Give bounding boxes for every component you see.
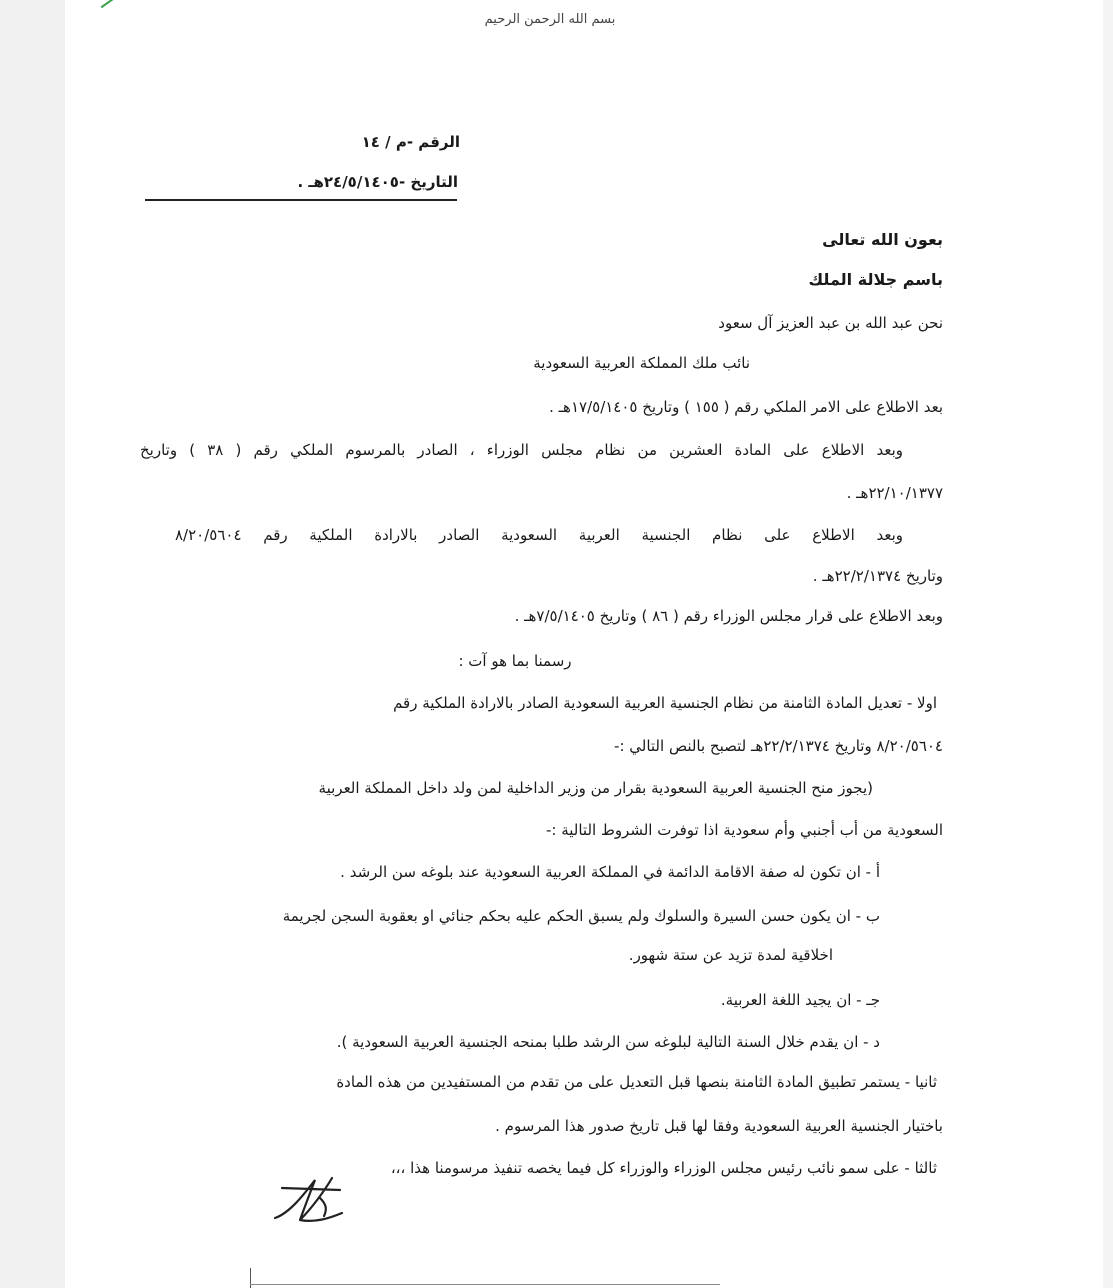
preamble-paragraph-4: وبعد الاطلاع على قرار مجلس الوزراء رقم ( ٨٦ ) وتاريخ ٧/٥/١٤٠٥هـ .	[514, 607, 943, 625]
in-name-of-king: باسم جلالة الملك	[808, 270, 943, 289]
condition-c: جـ - ان يجيد اللغة العربية.	[720, 991, 880, 1009]
preamble-paragraph-2: وبعد الاطلاع على المادة العشرين من نظام مجلس الوزراء ، الصادر بالمرسوم الملكي رقم ( ٣٨ ) وتاريخ	[140, 441, 903, 459]
bottom-rule	[250, 1284, 720, 1285]
article-second: ثانيا - يستمر تطبيق المادة الثامنة بنصها قبل التعديل على من تقدم من المستفيدين من هذه المادة	[336, 1073, 937, 1091]
condition-b-cont: اخلاقية لمدة تزيد عن ستة شهور.	[628, 946, 833, 964]
amended-text-line-2: السعودية من أب أجنبي وأم سعودية اذا توفرت الشروط التالية :-	[545, 821, 943, 839]
preamble-paragraph-3: وبعد الاطلاع على نظام الجنسية العربية السعودية الصادر بالارادة الملكية رقم ٨/٢٠/٥٦٠٤	[175, 526, 903, 544]
scan-left-margin	[0, 0, 65, 1288]
basmala: بسم الله الرحمن الرحيم	[484, 12, 616, 27]
decree-heading: رسمنا بما هو آت :	[458, 652, 572, 670]
opening-phrase: بعون الله تعالى	[822, 230, 943, 249]
article-first: اولا - تعديل المادة الثامنة من نظام الجنسية العربية السعودية الصادر بالارادة الملكية رقم	[393, 694, 937, 712]
issuer-name: نحن عبد الله بن عبد العزيز آل سعود	[718, 314, 943, 332]
article-second-cont: باختيار الجنسية العربية السعودية وفقا لها قبل تاريخ صدور هذا المرسوم .	[495, 1117, 943, 1135]
condition-b: ب - ان يكون حسن السيرة والسلوك ولم يسبق الحكم عليه بحكم جنائي او بعقوبة السجن لجريمة	[282, 907, 880, 925]
condition-a: أ - ان تكون له صفة الاقامة الدائمة في المملكة العربية السعودية عند بلوغه سن الرشد .	[340, 863, 880, 881]
header-underline	[145, 199, 457, 201]
document-date: التاريخ -٢٤/٥/١٤٠٥هـ .	[297, 173, 458, 191]
article-third: ثالثا - على سمو نائب رئيس مجلس الوزراء والوزراء كل فيما يخصه تنفيذ مرسومنا هذا ،،،	[390, 1159, 937, 1177]
preamble-paragraph-1: بعد الاطلاع على الامر الملكي رقم ( ١٥٥ ) وتاريخ ١٧/٥/١٤٠٥هـ .	[549, 398, 943, 416]
scan-edge-mark	[250, 1268, 251, 1288]
amended-text-line-1: (يجوز منح الجنسية العربية السعودية بقرار من وزير الداخلية لمن ولد داخل المملكة العربية	[318, 779, 873, 797]
article-first-cont: ٨/٢٠/٥٦٠٤ وتاريخ ٢٢/٢/١٣٧٤هـ لتصبح بالنص التالي :-	[614, 737, 943, 755]
reference-number: الرقم -م / ١٤	[361, 133, 460, 151]
handwritten-signature	[270, 1168, 350, 1228]
preamble-paragraph-2-cont: ٢٢/١٠/١٣٧٧هـ .	[846, 484, 943, 502]
document-page	[65, 0, 1103, 1288]
issuer-title: نائب ملك المملكة العربية السعودية	[533, 354, 750, 372]
preamble-paragraph-3-cont: وتاريخ ٢٢/٢/١٣٧٤هـ .	[812, 567, 943, 585]
condition-d: د - ان يقدم خلال السنة التالية لبلوغه سن الرشد طلبا بمنحه الجنسية العربية السعودية ).	[336, 1033, 880, 1051]
scan-right-margin	[1103, 0, 1113, 1288]
